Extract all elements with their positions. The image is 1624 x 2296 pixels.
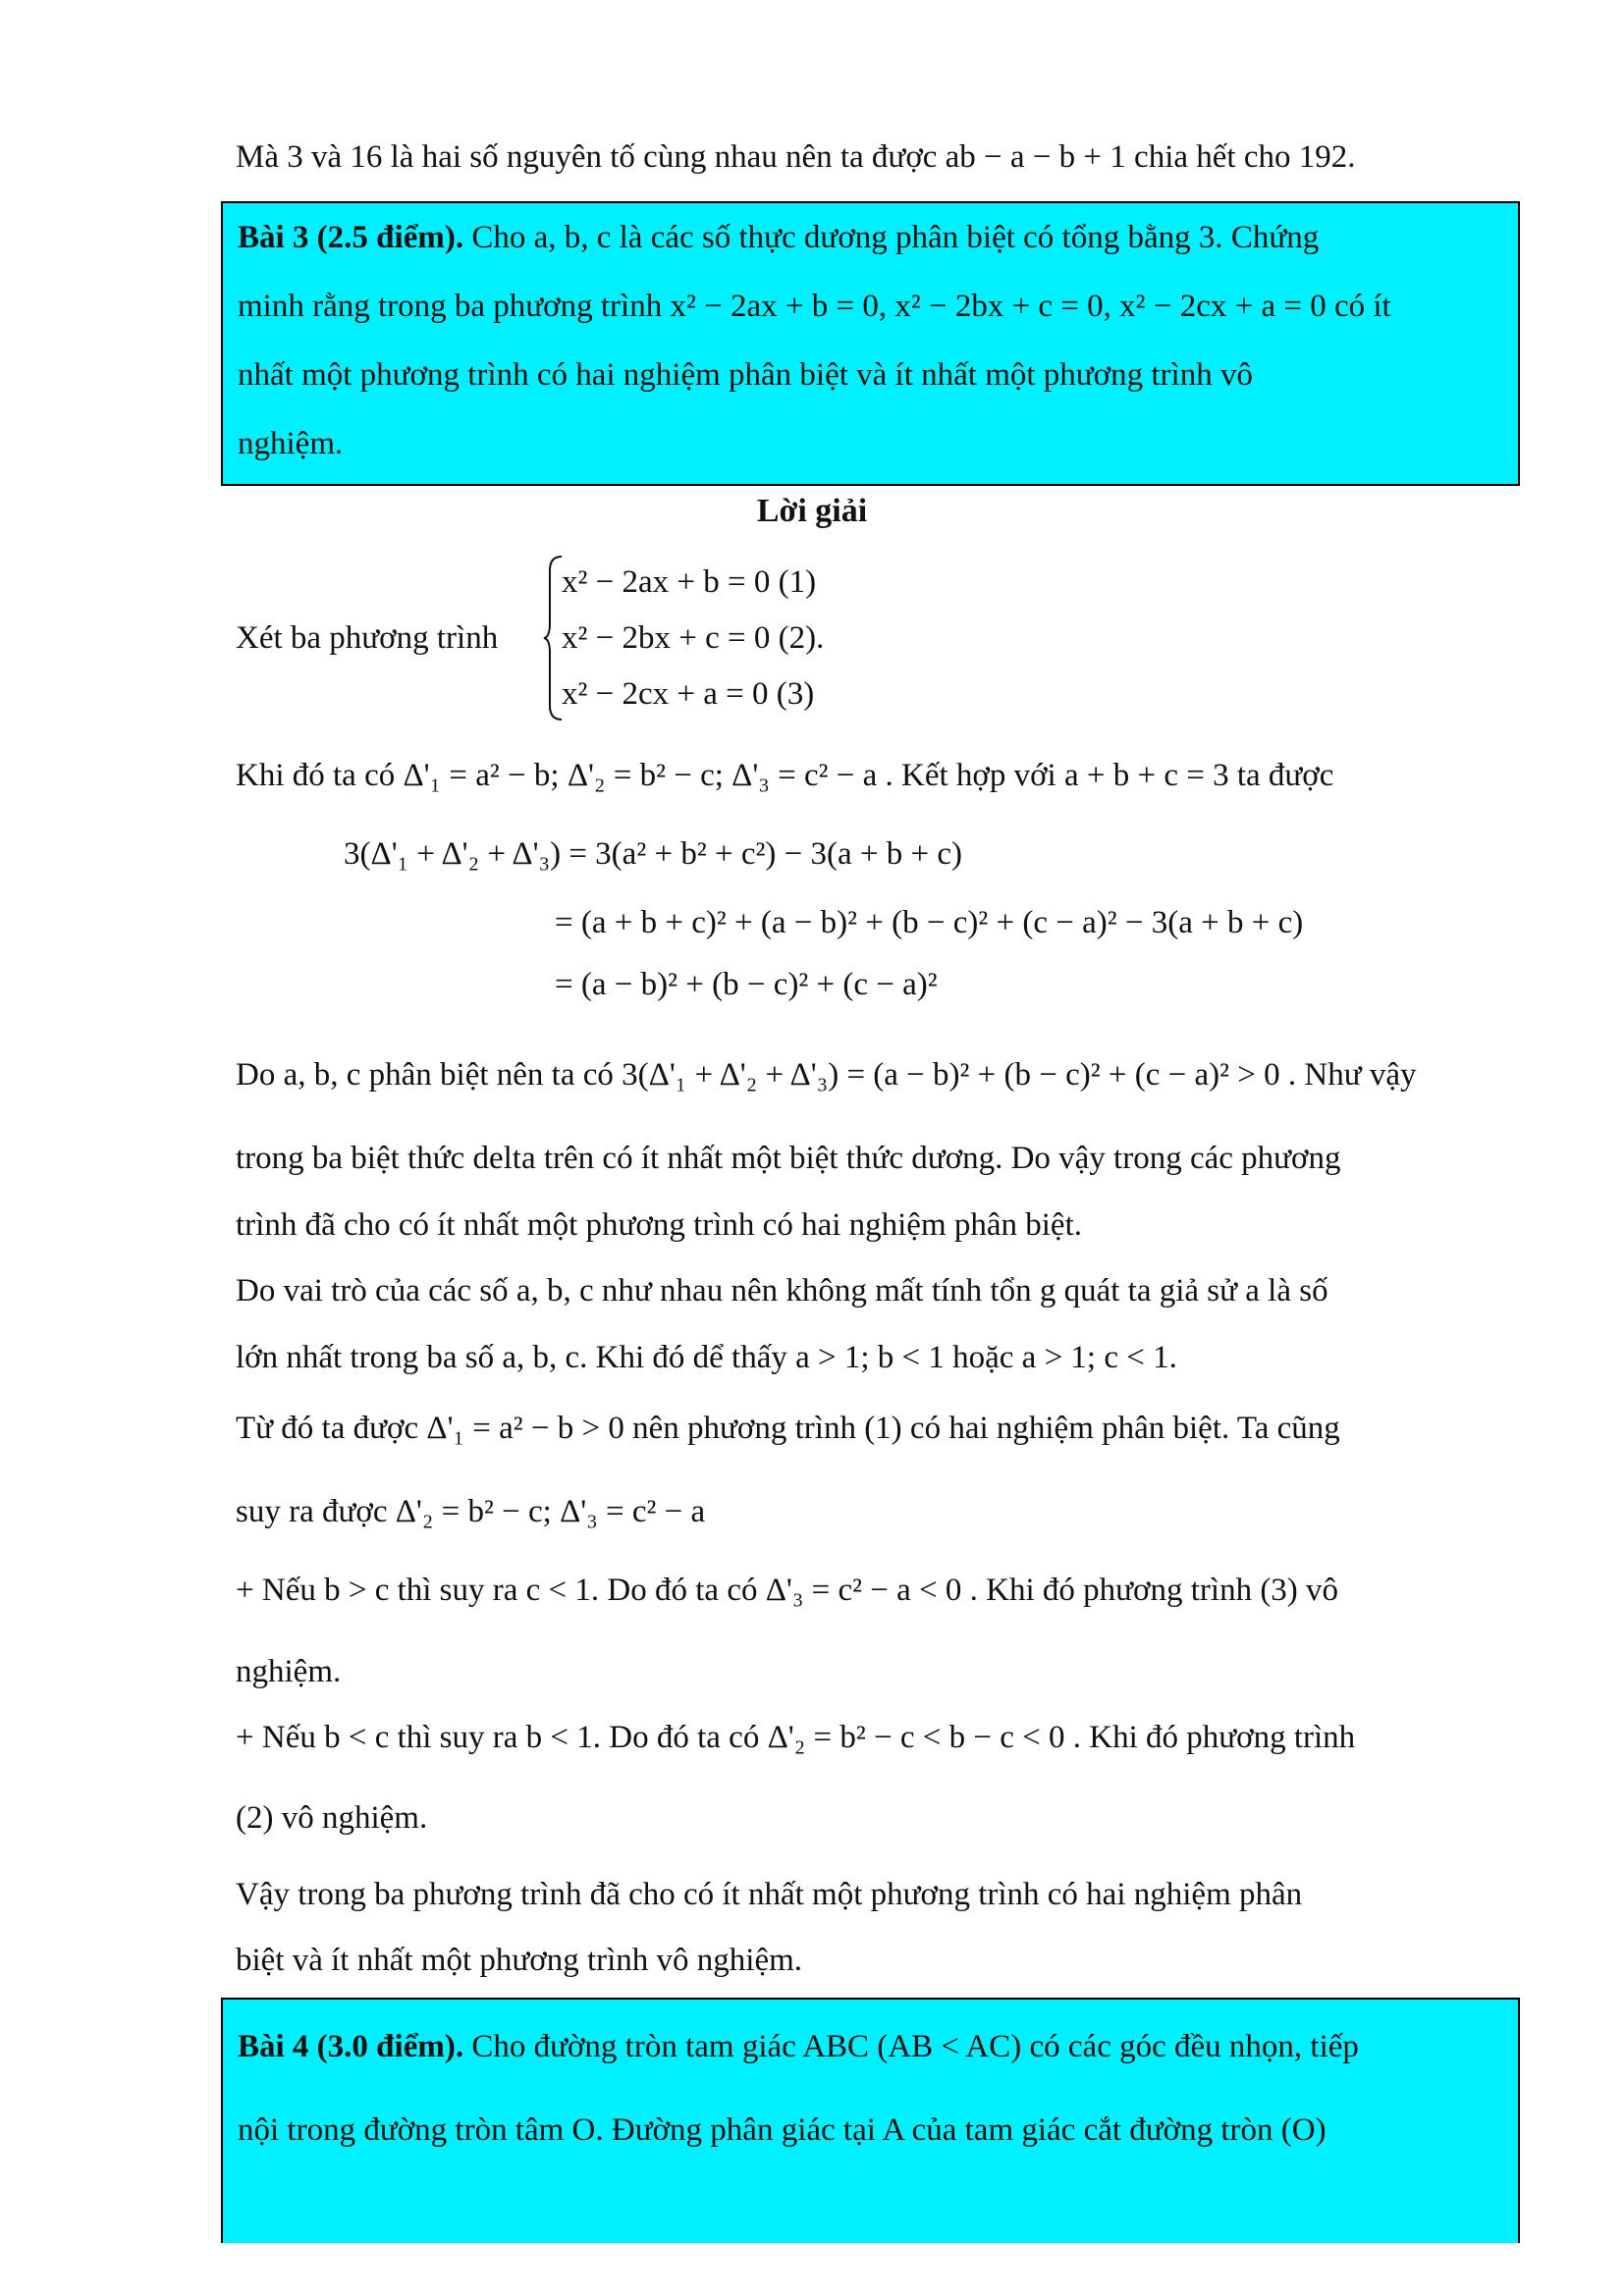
intro-line: Mà 3 và 16 là hai số nguyên tố cùng nhau nên ta được ab − a − b + 1 chia hết cho 192. — [236, 139, 1356, 175]
problem-3-line-1-text: Cho a, b, c là các số thực dương phân biệt có tổng bằng 3. Chứng — [471, 220, 1320, 255]
paragraph-line-11: (2) vô nghiệm. — [236, 1800, 428, 1836]
problem-3-line-3: nhất một phương trình có hai nghiệm phân biệt và ít nhất một phương trình vô — [238, 357, 1253, 393]
derivation-line-2: = (a + b + c)² + (a − b)² + (b − c)² + (c − a)² − 3(a + b + c) — [555, 905, 1304, 940]
paragraph-line-5: lớn nhất trong ba số a, b, c. Khi đó dể thấy a > 1; b < 1 hoặc a > 1; c < 1. — [236, 1340, 1177, 1375]
paragraph-line-1: Do a, b, c phân biệt nên ta có 3(Δ'₁ + Δ'₂ + Δ'₃) = (a − b)² + (b − c)² + (c − a)² > 0 . Như vậy — [236, 1057, 1417, 1093]
equation-3: x² − 2cx + a = 0 (3) — [562, 676, 815, 712]
problem-4-label: Bài 4 (3.0 điểm). — [238, 2029, 464, 2064]
paragraph-line-10: + Nếu b < c thì suy ra b < 1. Do đó ta có Δ'₂ = b² − c < b − c < 0 . Khi đó phương trình — [236, 1720, 1356, 1755]
paragraph-line-3: trình đã cho có ít nhất một phương trình có hai nghiệm phân biệt. — [236, 1207, 1082, 1243]
problem-3-line-4: nghiệm. — [238, 426, 344, 461]
derivation-line-3: = (a − b)² + (b − c)² + (c − a)² — [555, 967, 938, 1002]
problem-3-box — [221, 201, 1520, 486]
paragraph-line-4: Do vai trò của các số a, b, c như nhau nên không mất tính tổn g quát ta giả sử a là số — [236, 1273, 1328, 1308]
solution-title: Lời giải — [756, 493, 868, 529]
equation-1: x² − 2ax + b = 0 (1) — [562, 564, 817, 600]
equation-2: x² − 2bx + c = 0 (2). — [562, 620, 825, 656]
paragraph-line-13: biệt và ít nhất một phương trình vô nghiệm. — [236, 1943, 803, 1978]
problem-3-line-1 — [238, 218, 1319, 257]
paragraph-line-6: Từ đó ta được Δ'₁ = a² − b > 0 nên phương trình (1) có hai nghiệm phân biệt. Ta cũng — [236, 1411, 1340, 1446]
paragraph-line-9: nghiệm. — [236, 1654, 342, 1689]
problem-3-line-2: minh rằng trong ba phương trình x² − 2ax + b = 0, x² − 2bx + c = 0, x² − 2cx + a = 0 có ít — [238, 289, 1391, 324]
problem-4-line-1 — [238, 2027, 1359, 2066]
discriminants-line: Khi đó ta có Δ'₁ = a² − b; Δ'₂ = b² − c; Δ'₃ = c² − a . Kết hợp với a + b + c = 3 ta được — [236, 758, 1334, 793]
consider-label: Xét ba phương trình — [236, 620, 499, 656]
paragraph-line-2: trong ba biệt thức delta trên có ít nhất một biệt thức dương. Do vậy trong các phương — [236, 1141, 1341, 1176]
problem-4-line-2: nội trong đường tròn tâm O. Đường phân giác tại A của tam giác cắt đường tròn (O) — [238, 2112, 1326, 2148]
derivation-line-1: 3(Δ'₁ + Δ'₂ + Δ'₃) = 3(a² + b² + c²) − 3(a + b + c) — [344, 836, 962, 872]
paragraph-line-8: + Nếu b > c thì suy ra c < 1. Do đó ta có Δ'₃ = c² − a < 0 . Khi đó phương trình (3) vô — [236, 1573, 1339, 1608]
brace-icon — [542, 555, 564, 721]
problem-4-box — [221, 1998, 1520, 2243]
problem-3-label: Bài 3 (2.5 điểm). — [238, 220, 464, 255]
paragraph-line-7: suy ra được Δ'₂ = b² − c; Δ'₃ = c² − a — [236, 1494, 706, 1529]
paragraph-line-12: Vậy trong ba phương trình đã cho có ít nhất một phương trình có hai nghiệm phân — [236, 1877, 1303, 1912]
problem-4-line-1-text: Cho đường tròn tam giác ABC (AB < AC) có các góc đều nhọn, tiếp — [471, 2029, 1359, 2064]
